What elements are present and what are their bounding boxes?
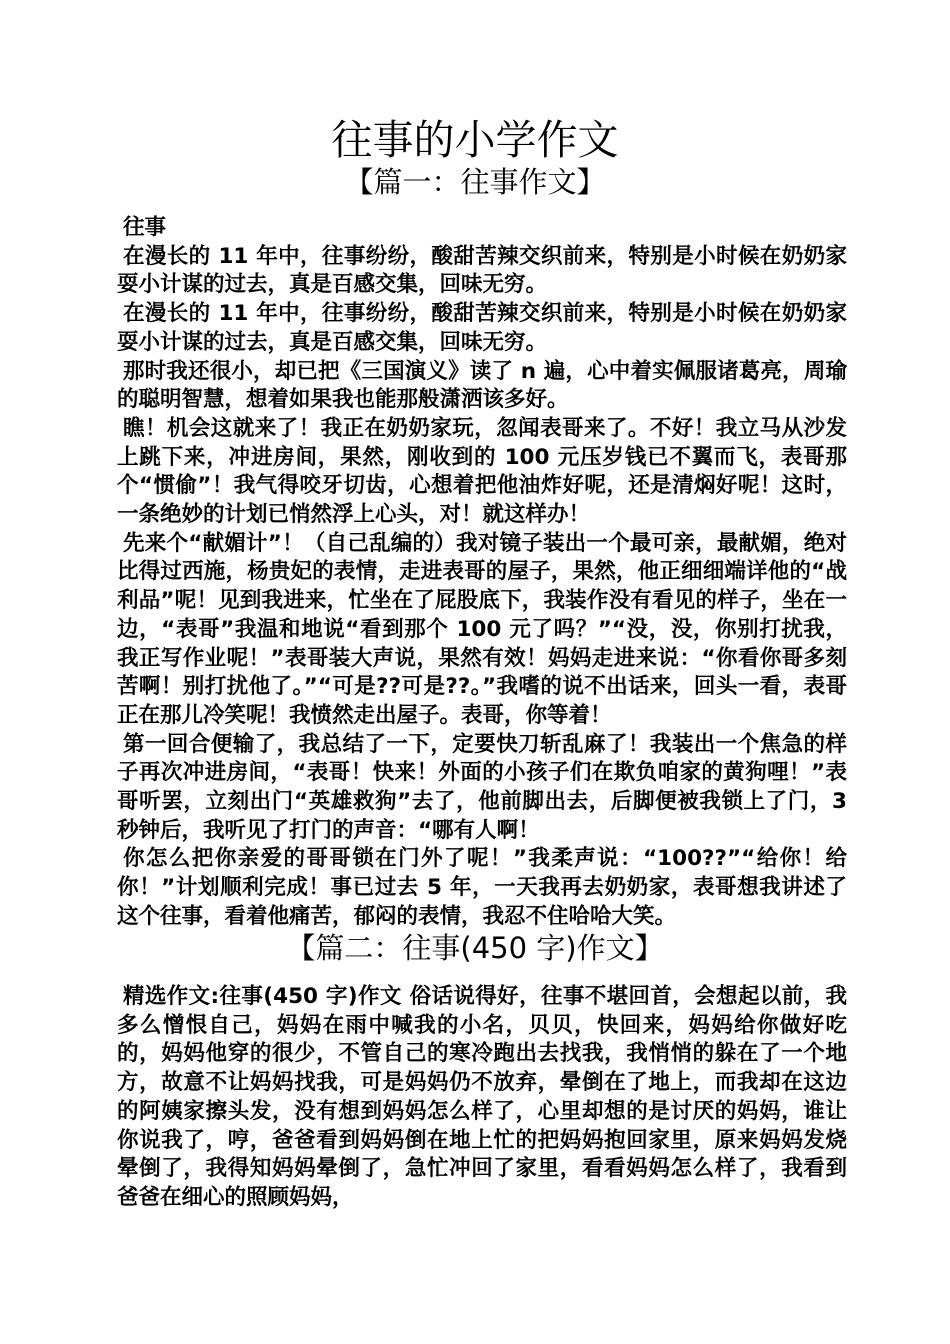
document-title: 往事的小学作文 [331,116,619,164]
paragraph: 在漫长的 11 年中，往事纷纷，酸甜苦辣交织前来，特别是小时候在奶奶家耍小计谋的过去，真是百感交集，回味无穷。 [117,301,847,355]
paragraph: 你怎么把你亲爱的哥哥锁在门外了呢！”我柔声说：“100??”“给你！给你！”计划顺利完成！事已过去 5 年，一天我再去奶奶家，表哥想我讲述了这个往事，看着他痛苦，郁闷的表情，我忍不住哈哈大笑。 [117,846,847,929]
paragraph: 第一回合便输了，我总结了一下，定要快刀斩乱麻了！我装出一个焦急的样子再次冲进房间，“表哥！快来！外面的小孩子们在欺负咱家的黄狗哩！”表哥听罢，立刻出门“英雄救狗”去了，他前脚出去，后脚便被我锁上了门，3 秒钟后，我听见了打门的声音：“哪有人啊！ [117,731,847,843]
paragraph: 先来个“献媚计”！（自己乱编的）我对镜子装出一个最可亲，最献媚，绝对比得过西施，杨贵妃的表情，走进表哥的屋子，果然，他正细细端详他的“战利品”呢！见到我进来，忙坐在了屁股底下，我装作没有看见的样子，坐在一边，“表哥”我温和地说“看到那个 100 元了吗？”“没，没，你别打扰我，我正写作业呢！”表哥装大声说，果然有效！妈妈走进来说：“你看你哥多刻苦啊！别打扰他了。”“可是??可是??。”我嗜的说不出话来，回头一看，表哥正在那儿冷笑呢！我愤然走出屋子。表哥，你等着！ [117,530,847,728]
section-2-body [117,983,847,1213]
section-2-heading: 【篇二：往事(450 字)作文】 [286,931,664,965]
paragraph: 在漫长的 11 年中，往事纷纷，酸甜苦辣交织前来，特别是小时候在奶奶家耍小计谋的过去，真是百感交集，回味无穷。 [117,243,847,298]
section-1-body [117,214,847,932]
paragraph: 那时我还很小，却已把《三国演义》读了 n 遍，心中着实佩服诸葛亮，周瑜的聪明智慧，想着如果我也能那般潇洒该多好。 [117,358,847,413]
section-1-heading: 【篇一：往事作文】 [344,165,606,199]
paragraph: 精选作文:往事(450 字)作文 俗话说得好，往事不堪回首，会想起以前，我多么憎恨自己，妈妈在雨中喊我的小名，贝贝，快回来，妈妈给你做好吃的，妈妈他穿的很少，不管自己的寒冷跑出去找我，我悄悄的躲在了一个地方，故意不让妈妈找我，可是妈妈仍不放弃，晕倒在了地上，而我却在这边的阿姨家擦头发，没有想到妈妈怎么样了，心里却想的是讨厌的妈妈，谁让你说我了，哼，爸爸看到妈妈倒在地上忙的把妈妈抱回家里，原来妈妈发烧晕倒了，我得知妈妈晕倒了，急忙冲回了家里，看看妈妈怎么样了，我看到爸爸在细心的照顾妈妈， [117,984,847,1210]
paragraph: 往事 [123,215,167,240]
paragraph: 瞧！机会这就来了！我正在奶奶家玩，忽闻表哥来了。不好！我立马从沙发上跳下来，冲进房间，果然，刚收到的 100 元压岁钱已不翼而飞，表哥那个“惯偷”！我气得咬牙切齿，心想着把他油炸好呢，还是清焖好呢！这时，一条绝妙的计划已悄然浮上心头，对！就这样办！ [117,415,847,528]
